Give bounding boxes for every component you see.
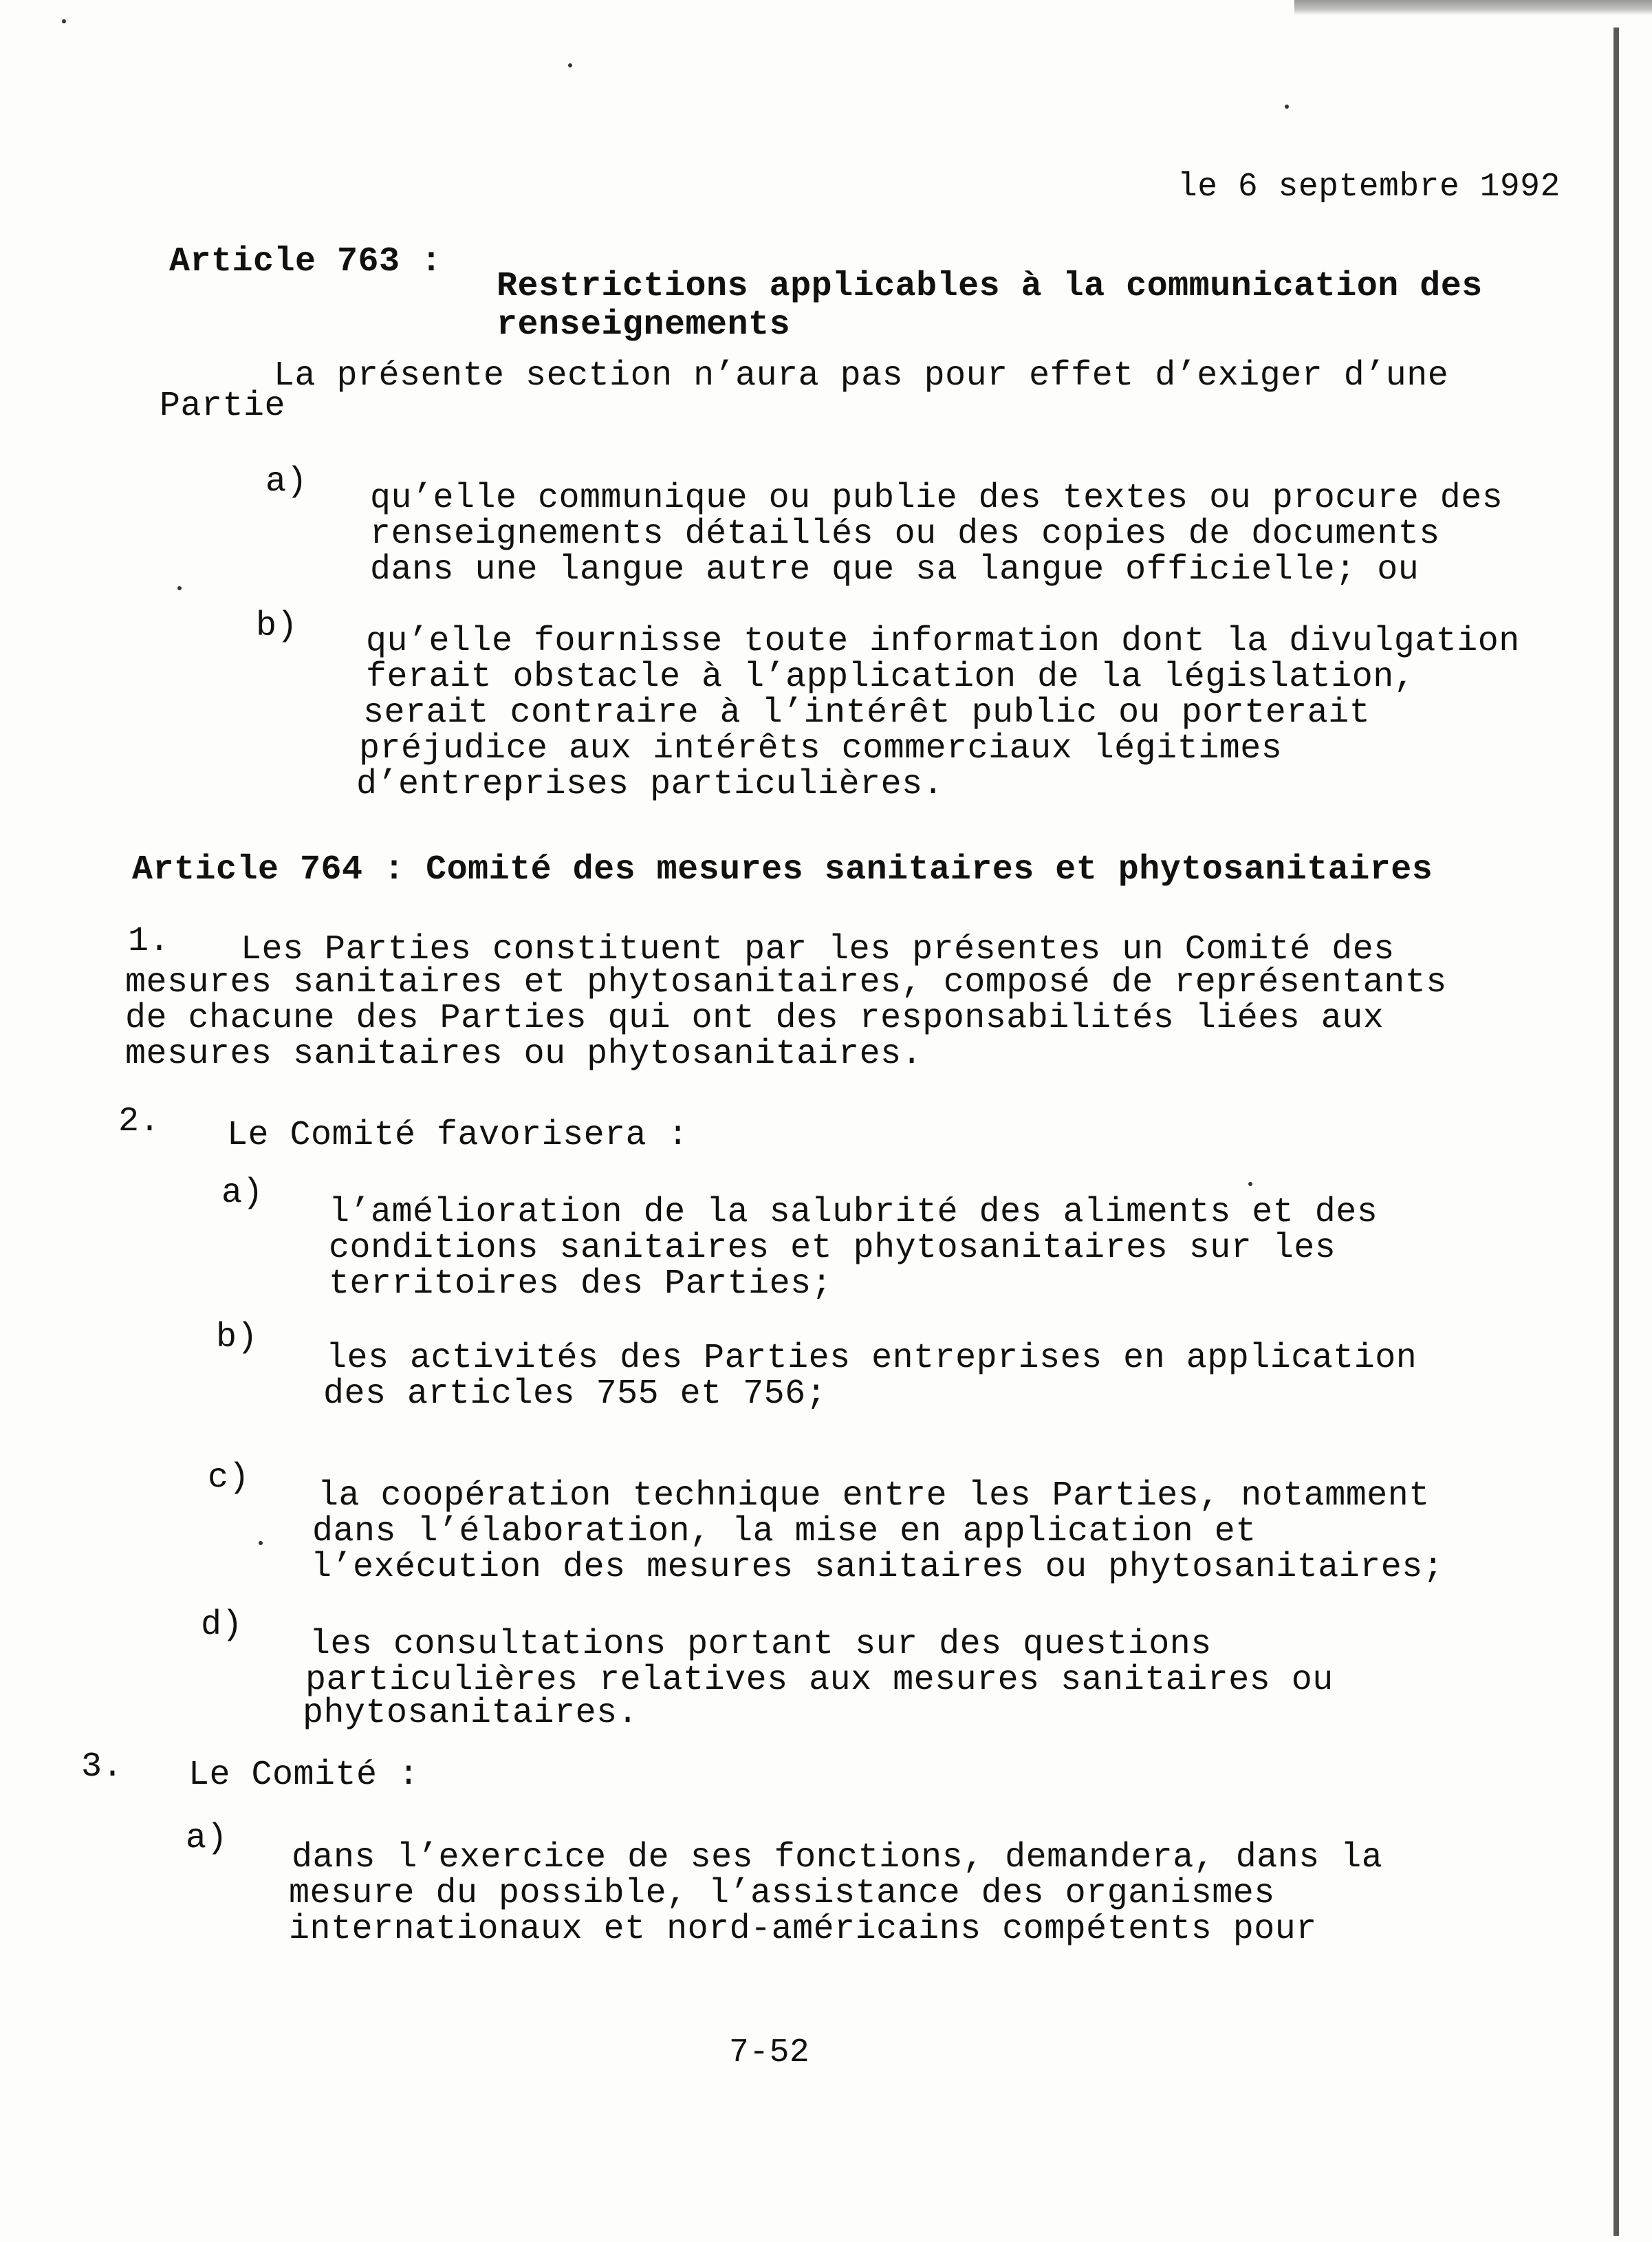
item-line: phytosanitaires. — [303, 1694, 639, 1733]
article-763-title-line: Restrictions applicables à la communication des — [497, 267, 1483, 306]
paragraph-marker: 1. — [128, 922, 171, 961]
item-line: conditions sanitaires et phytosanitaires sur les — [329, 1229, 1336, 1268]
item-line: préjudice aux intérêts commerciaux légitimes — [359, 729, 1283, 768]
paragraph-line: de chacune des Parties qui ont des responsabilités liées aux — [125, 999, 1384, 1038]
item-line: l’exécution des mesures sanitaires ou phytosanitaires; — [311, 1548, 1444, 1587]
article-763-label: Article 763 : — [169, 242, 442, 281]
scan-speck — [259, 1541, 263, 1545]
item-line: qu’elle fournisse toute information dont la divulgation — [366, 622, 1520, 661]
document-date: le 6 septembre 1992 — [1177, 169, 1561, 206]
item-line: dans l’élaboration, la mise en application et — [312, 1512, 1257, 1551]
paragraph-lead: Le Comité favorisera : — [227, 1116, 689, 1155]
article-763-intro-line: La présente section n’aura pas pour effet d’exiger d’une — [274, 356, 1449, 396]
scan-speck — [177, 586, 182, 590]
page-number: 7-52 — [729, 2034, 810, 2071]
item-line: renseignements détaillés ou des copies de documents — [370, 515, 1440, 554]
scan-shadow-top — [1294, 0, 1652, 15]
item-marker: a) — [186, 1819, 228, 1858]
item-line: internationaux et nord-américains compétents pour — [289, 1910, 1317, 1949]
item-line: mesure du possible, l’assistance des organismes — [289, 1874, 1275, 1913]
item-line: ferait obstacle à l’application de la législation, — [366, 658, 1415, 697]
item-line: d’entreprises particulières. — [356, 765, 944, 804]
paragraph-marker: 2. — [118, 1102, 161, 1141]
paragraph-line: mesures sanitaires ou phytosanitaires. — [125, 1035, 923, 1074]
item-line: qu’elle communique ou publie des textes ou procure des — [370, 479, 1503, 518]
article-764-heading: Article 764 : Comité des mesures sanitaires et phytosanitaires — [132, 850, 1433, 890]
item-marker: d) — [201, 1606, 243, 1645]
paragraph-lead: Le Comité : — [188, 1756, 420, 1795]
item-line: particulières relatives aux mesures sanitaires ou — [305, 1661, 1334, 1700]
article-763-title-line: renseignements — [497, 305, 791, 345]
scan-speck — [62, 19, 66, 23]
item-marker: a) — [265, 462, 308, 502]
scan-edge-right — [1613, 28, 1619, 2236]
item-marker: c) — [208, 1458, 250, 1498]
item-marker: b) — [216, 1318, 259, 1357]
item-line: les activités des Parties entreprises en application — [326, 1339, 1417, 1378]
item-line: dans une langue autre que sa langue officielle; ou — [370, 550, 1420, 590]
scan-speck — [1285, 105, 1289, 109]
scan-speck — [568, 63, 572, 67]
paragraph-line: Les Parties constituent par les présentes un Comité des — [241, 930, 1395, 969]
item-line: serait contraire à l’intérêt public ou porterait — [363, 693, 1371, 733]
paragraph-line: mesures sanitaires et phytosanitaires, composé de représentants — [125, 963, 1447, 1002]
paragraph-marker: 3. — [81, 1747, 124, 1787]
scan-speck — [1248, 1182, 1252, 1186]
item-line: dans l’exercice de ses fonctions, demandera, dans la — [292, 1838, 1383, 1877]
item-line: territoires des Parties; — [329, 1264, 833, 1304]
item-line: l’amélioration de la salubrité des aliments et des — [329, 1193, 1378, 1232]
item-marker: b) — [256, 607, 298, 646]
item-line: les consultations portant sur des questions — [309, 1625, 1212, 1664]
item-marker: a) — [221, 1174, 264, 1213]
item-line: la coopération technique entre les Parties, notamment — [318, 1476, 1430, 1516]
article-763-intro-line: Partie — [160, 387, 286, 426]
item-line: des articles 755 et 756; — [323, 1375, 827, 1414]
